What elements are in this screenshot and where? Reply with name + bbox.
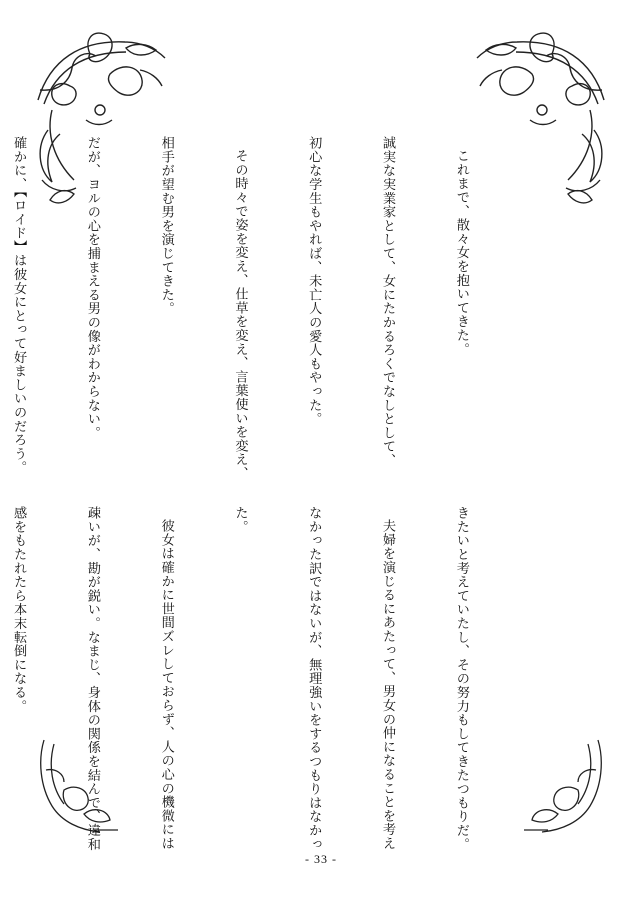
text-line: 相手が望む男を演じてきた。	[158, 136, 174, 316]
text-line: 彼女は確かに世間ズレしておらず、人の心の機微には	[158, 519, 174, 851]
text-block-bottom	[0, 506, 522, 854]
text-line: た。	[232, 506, 248, 534]
text-line: その時々で姿を変え、仕草を変え、言葉使いを変え、	[232, 149, 248, 481]
text-line: 感をもたれたら本末転倒になる。	[11, 506, 27, 713]
text-line: 誠実な実業家として、女にたかるろくでなしとして、	[380, 136, 396, 468]
text-line: 初心な学生もやれば、未亡人の愛人もやった。	[306, 136, 322, 426]
text-line: きたいと考えていたし、その努力もしてきたつもりだ。	[453, 506, 469, 851]
text-line: だが、ヨルの心を捕まえる男の像がわからない。	[84, 136, 100, 440]
ornament-bottom-right-icon	[518, 730, 608, 840]
text-line: これまで、散々女を抱いてきた。	[453, 149, 469, 356]
text-block-top	[0, 136, 522, 484]
text-line: 疎いが、勘が鋭い。なまじ、身体の関係を結んで、違和	[84, 506, 100, 851]
text-line: 夫婦を演じるにあたって、男女の仲になることを考え	[380, 519, 396, 851]
text-line: 確かに、【ロイド】は彼女にとって好ましいのだろう。	[11, 136, 27, 475]
text-line: なかった訳ではないが、無理強いをするつもりはなかっ	[306, 506, 322, 851]
page-number: - 33 -	[305, 852, 337, 866]
